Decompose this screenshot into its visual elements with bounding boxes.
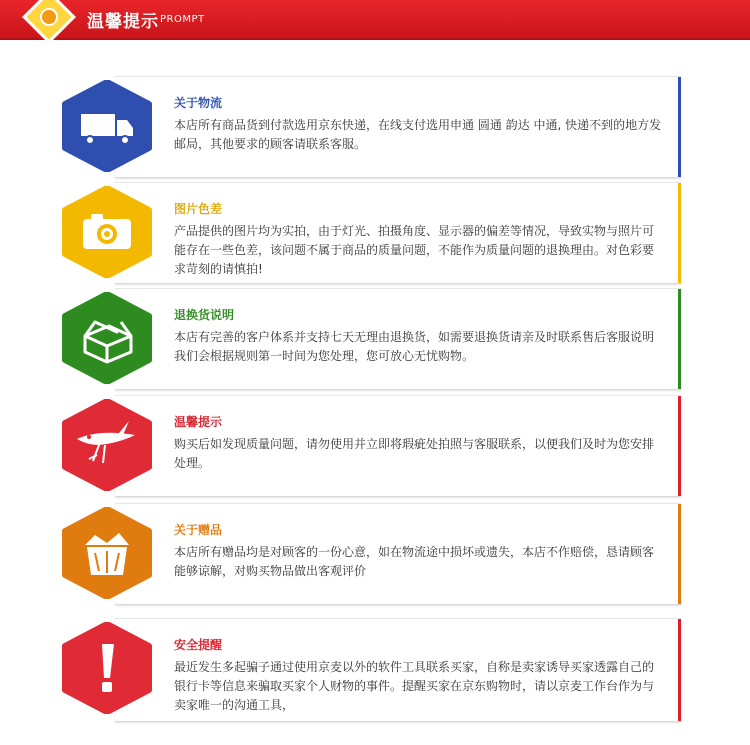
card-title: 退换货说明 <box>174 308 235 322</box>
card-accent-bar <box>678 619 681 721</box>
bird-icon <box>59 399 155 491</box>
card-title: 关于物流 <box>174 96 223 110</box>
header-title: 温馨提示 <box>87 12 159 32</box>
card-title: 安全提醒 <box>174 638 223 652</box>
notice-card-color-difference <box>55 182 683 284</box>
card-text: 产品提供的图片均为实拍，由于灯光、拍摄角度、显示器的偏差等情况，导致实物与照片可能存在一些色差，该问题不属于商品的质量问题，不能作为质量问题的退换理由。对色彩要求苛刻的请慎拍! <box>174 224 655 276</box>
notice-card-warm-tip <box>55 395 683 497</box>
card-text: 本店有完善的客户体系并支持七天无理由退换货，如需要退换货请亲及时联系售后客服说明我们会根据规则第一时间为您处理，您可放心无忧购物。 <box>174 330 655 363</box>
card-text: 本店所有商品货到付款选用京东快递，在线支付选用申通 圆通 韵达 中通, 快递不到的地方发邮局，其他要求的顾客请联系客服。 <box>174 118 662 151</box>
card-title: 温馨提示 <box>174 415 223 429</box>
truck-icon <box>59 80 155 172</box>
card-accent-bar <box>678 77 681 177</box>
card-title: 图片色差 <box>174 202 223 216</box>
card-accent-bar <box>678 183 681 283</box>
gift-box-icon <box>59 507 155 599</box>
notice-card-security <box>55 618 683 722</box>
notice-card-logistics <box>55 76 683 178</box>
package-icon <box>59 292 155 384</box>
card-title: 关于赠品 <box>174 523 223 537</box>
notice-card-returns <box>55 288 683 390</box>
header-subtitle: PROMPT <box>160 14 205 25</box>
exclamation-icon <box>59 622 155 714</box>
card-text: 本店所有赠品均是对顾客的一份心意，如在物流途中损坏或遗失，本店不作赔偿，恳请顾客能够谅解，对购买物品做出客观评价 <box>174 545 655 578</box>
card-text: 购买后如发现质量问题，请勿使用并立即将瑕疵处拍照与客服联系，以便我们及时为您安排处理。 <box>174 437 655 470</box>
card-accent-bar <box>678 504 681 604</box>
header-band <box>0 0 750 40</box>
badge-icon <box>22 0 76 44</box>
card-accent-bar <box>678 396 681 496</box>
camera-icon <box>59 186 155 278</box>
notice-card-gifts <box>55 503 683 605</box>
card-text: 最近发生多起骗子通过使用京麦以外的软件工具联系买家，自称是卖家诱导买家透露自己的银行卡等信息来骗取买家个人财物的事件。提醒买家在京东购物时，请以京麦工作台作为与卖家唯一的沟通工具， <box>174 660 655 712</box>
card-accent-bar <box>678 289 681 389</box>
